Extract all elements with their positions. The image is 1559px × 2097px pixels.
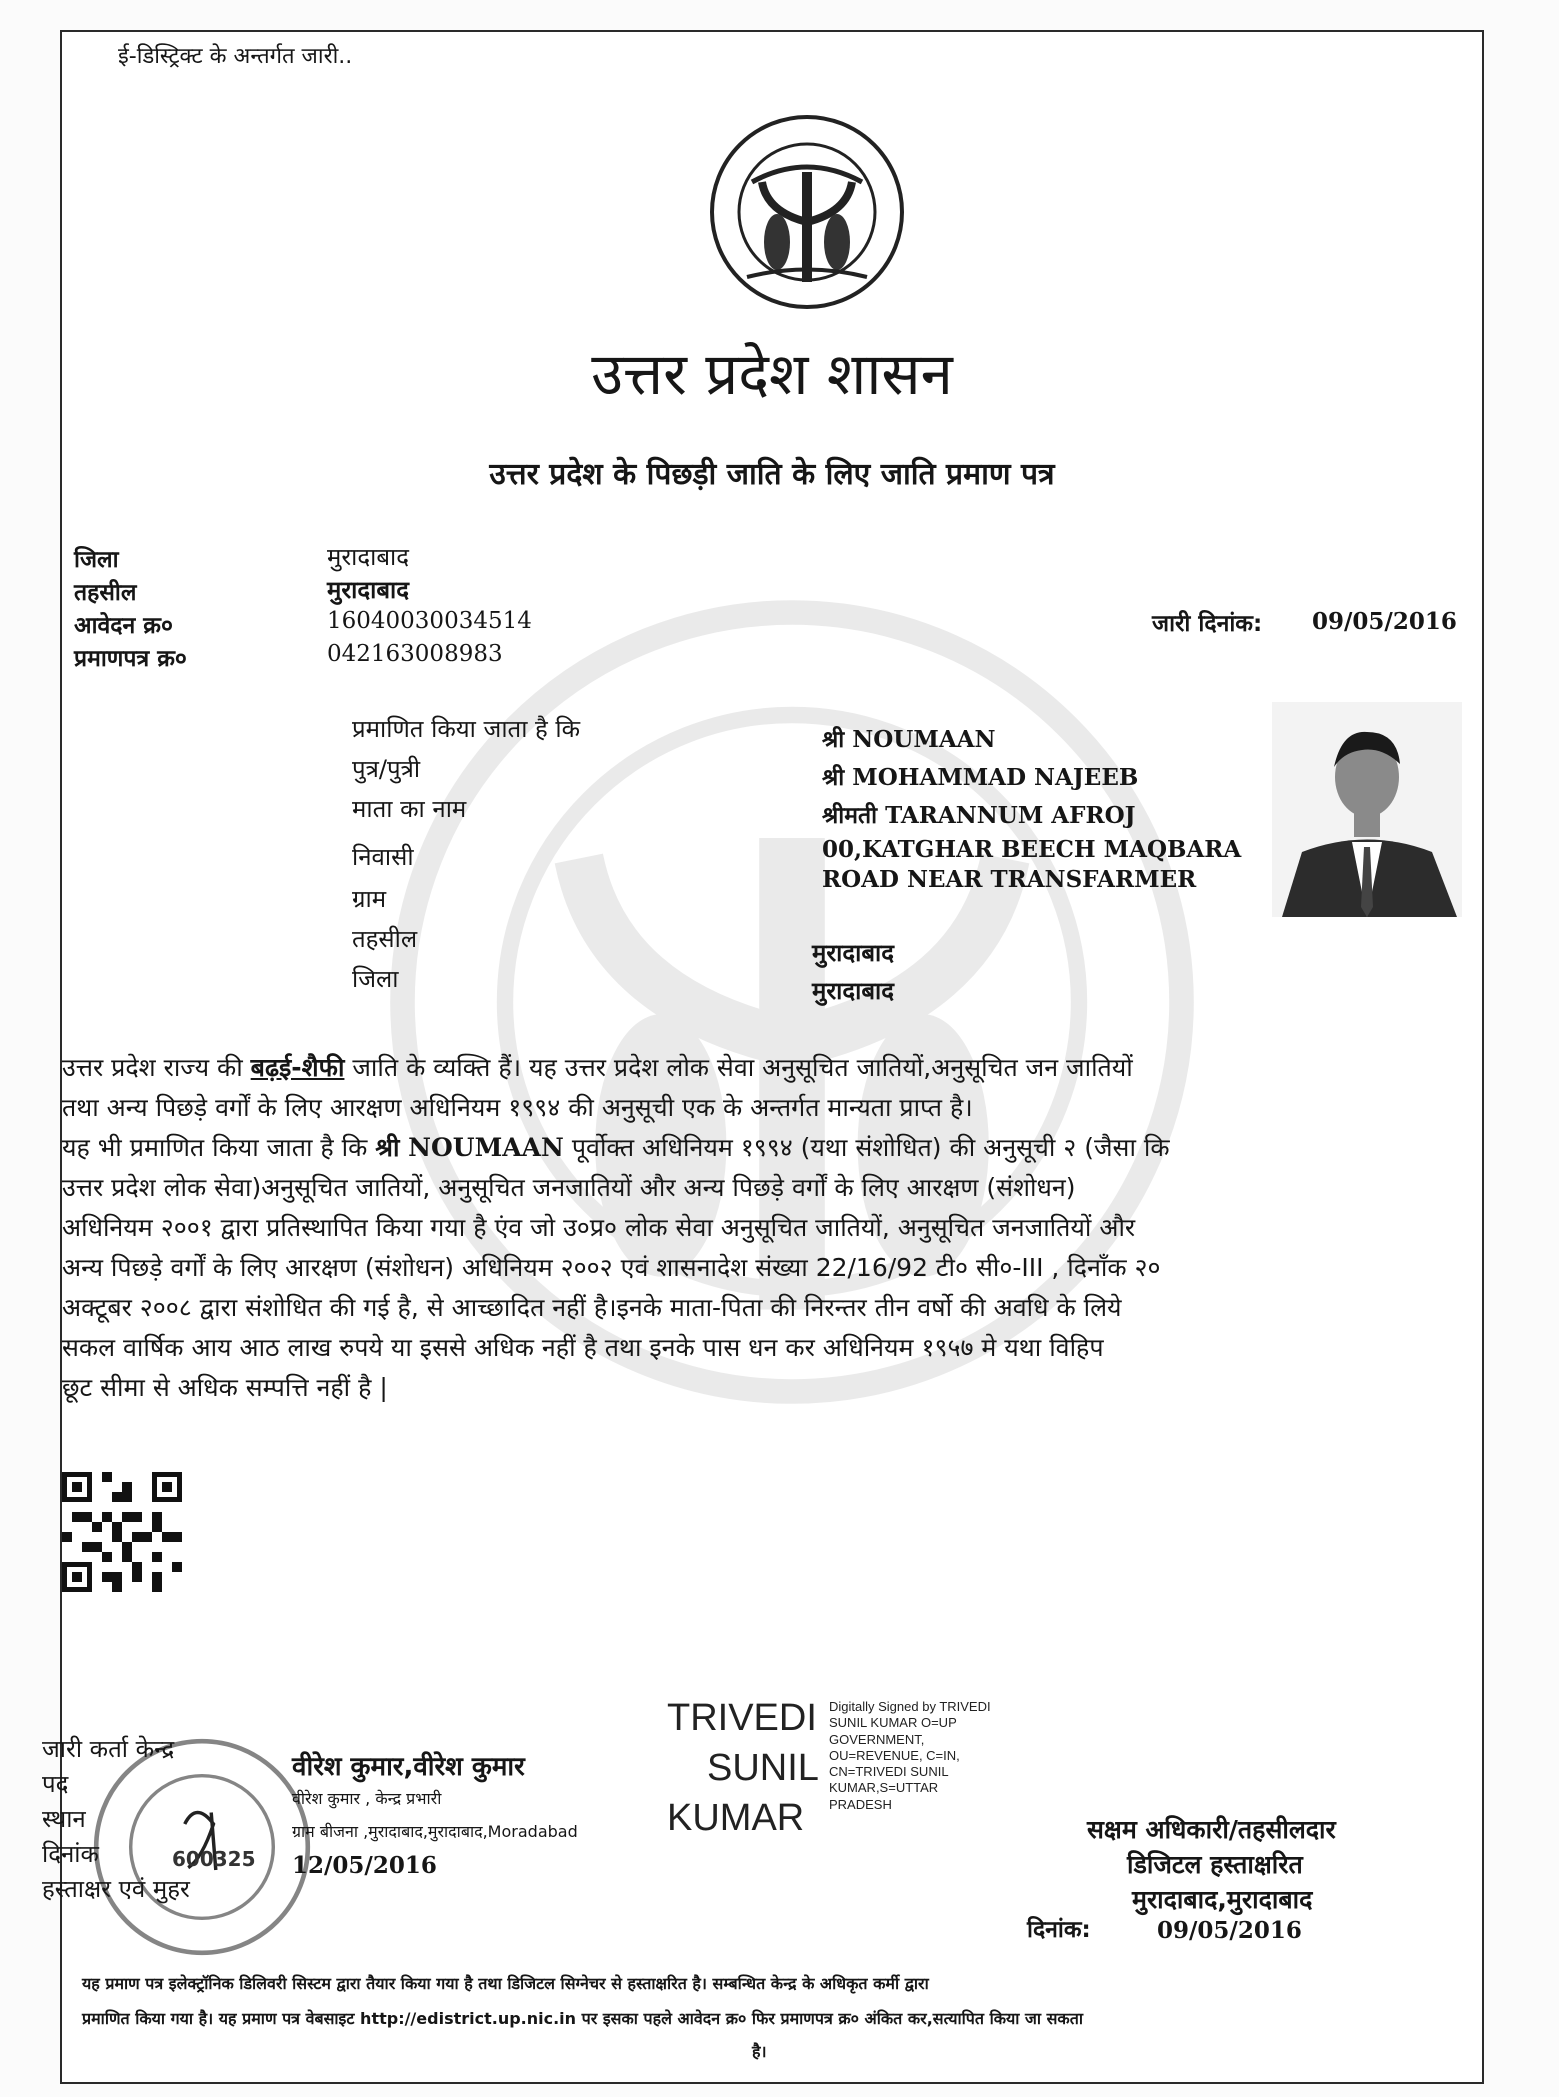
caste-name: बढ़ई-शैफी (250, 1053, 345, 1082)
application-number-value: 16040030034514 (327, 608, 532, 634)
signature-detail-line: OU=REVENUE, C=IN, (829, 1747, 960, 1763)
certificate-number-label: प्रमाणपत्र क्र० (74, 646, 187, 672)
district-value: मुरादाबाद (327, 543, 410, 571)
page-title: उत्तर प्रदेश शासन (591, 340, 953, 408)
signature-name-line-2: SUNIL (707, 1747, 819, 1789)
signature-detail-line: KUMAR,S=UTTAR (829, 1780, 939, 1796)
body-line-2: तथा अन्य पिछड़े वर्गों के लिए आरक्षण अधिनियम १९९४ की अनुसूची एक के अन्तर्गत मान्यता प्राप्त है। (62, 1093, 973, 1122)
certificate-page (42, 30, 1484, 2084)
certify-label: प्रमाणित किया जाता है कि (352, 715, 581, 743)
authority-title: सक्षम अधिकारी/तहसीलदार (1087, 1815, 1336, 1844)
signature-details (829, 1699, 991, 1813)
holder-name: श्री NOUMAAN (822, 726, 996, 753)
village-label: ग्राम (352, 885, 387, 913)
issuer-place: ग्राम बीजना ,मुरादाबाद,मुरादाबाद,Moradabad (292, 1822, 578, 1841)
tehsil-label: तहसील (74, 580, 137, 606)
body-line-9: छूट सीमा से अधिक सम्पत्ति नहीं है | (62, 1373, 388, 1402)
body-line-6: अन्य पिछड़े वर्गों के लिए आरक्षण (संशोधन) अधिनियम २००२ एवं शासनादेश संख्या 22/16/92 टी० सी०-III , दिनाँक २० (62, 1253, 1161, 1282)
header-note: ई-डिस्ट्रिक्ट के अन्तर्गत जारी.. (118, 44, 353, 69)
district-label: जिला (74, 547, 119, 573)
person-photo-icon (1272, 702, 1462, 917)
resident-label: निवासी (352, 843, 414, 871)
body-line-4: उत्तर प्रदेश लोक सेवा)अनुसूचित जातियों, अनुसूचित जनजातियों और अन्य पिछड़े वर्गों के लिए आरक्षण (संशोधन) (62, 1173, 1076, 1202)
issue-date-value: 09/05/2016 (1312, 608, 1457, 635)
seal-number: 600325 (172, 1847, 256, 1871)
issuer-place-label: स्थान (42, 1805, 86, 1833)
certificate-number-value: 042163008983 (327, 641, 503, 667)
issuer-signature-label: हस्ताक्षर एवं मुहर (42, 1875, 190, 1903)
issuer-name: वीरेश कुमार,वीरेश कुमार (292, 1752, 525, 1782)
signature-name-line-1: TRIVEDI (667, 1697, 817, 1739)
issuer-center-label: जारी कर्ता केन्द्र (42, 1735, 175, 1763)
footer-line-3: है। (752, 2042, 767, 2061)
signature-detail-line: GOVERNMENT, (829, 1731, 925, 1747)
footer-line-2: प्रमाणित किया गया है। यह प्रमाण पत्र वेबसाइट http://edistrict.up.nic.in पर इसका पहले आवेदन क्र० फिर प्रमाणपत्र क्र० अंकित कर,सत्यापित किया जा सकता (82, 2009, 1083, 2028)
parent-name: श्री MOHAMMAD NAJEEB (822, 764, 1139, 791)
body-line-7: अक्टूबर २००८ द्वारा संशोधित की गई है, से आच्छादित नहीं है।इनके माता-पिता की निरन्तर तीन वर्षो की अवधि के लिये (62, 1293, 1122, 1322)
person-district-value: मुरादाबाद (812, 977, 895, 1005)
signature-detail-line: PRADESH (829, 1796, 892, 1812)
person-district-label: जिला (352, 965, 399, 993)
body-line-1-pre: उत्तर प्रदेश राज्य की (62, 1053, 251, 1082)
signature-name-line-3: KUMAR (667, 1797, 805, 1839)
issuer-date: 12/05/2016 (292, 1852, 437, 1879)
body-line-5: अधिनियम २००१ द्वारा प्रतिस्थापित किया गया है एंव जो उ०प्र० लोक सेवा अनुसूचित जातियों, अनुसूचित जनजातियों और (62, 1213, 1136, 1242)
authority-date-label: दिनांक: (1027, 1917, 1091, 1943)
holder-photo (1272, 702, 1462, 917)
mother-label: माता का नाम (352, 795, 467, 823)
body-line-3-pre: यह भी प्रमाणित किया जाता है कि (62, 1133, 376, 1162)
application-number-label: आवेदन क्र० (74, 613, 173, 639)
signature-detail-line: CN=TRIVEDI SUNIL (829, 1764, 949, 1779)
body-line-1-post: जाति के व्यक्ति हैं। यह उत्तर प्रदेश लोक सेवा अनुसूचित जातियों,अनुसूचित जन जातियों (344, 1053, 1133, 1082)
authority-location: मुरादाबाद,मुरादाबाद (1132, 1885, 1313, 1914)
authority-digital-signed: डिजिटल हस्ताक्षरित (1127, 1850, 1303, 1879)
qr-code-icon[interactable] (62, 1472, 182, 1592)
issuer-designation: वीरेश कुमार , केन्द्र प्रभारी (292, 1789, 442, 1808)
person-tehsil-label: तहसील (352, 925, 418, 953)
address-line-1: 00,KATGHAR BEECH MAQBARA (822, 836, 1242, 863)
issuer-date-label: दिनांक (42, 1840, 99, 1868)
person-tehsil-value: मुरादाबाद (812, 939, 895, 967)
signature-detail-line: Digitally Signed by TRIVEDI (829, 1699, 991, 1714)
footer-line-1: यह प्रमाण पत्र इलेक्ट्रॉनिक डिलिवरी सिस्टम द्वारा तैयार किया गया है तथा डिजिटल सिग्नेचर से हस्ताक्षरित है। सम्बन्धित केन्द्र के अधिकृत कर्मी द्वारा (82, 1974, 929, 1993)
issuer-post-label: पद (42, 1770, 69, 1798)
parent-label: पुत्र/पुत्री (352, 755, 421, 783)
body-line-8: सकल वार्षिक आय आठ लाख रुपये या इससे अधिक नहीं है तथा इनके पास धन कर अधिनियम १९५७ मे यथा विहिप (62, 1333, 1104, 1362)
body-line-3-post: पूर्वोक्त अधिनियम १९९४ (यथा संशोधित) की अनुसूची २ (जैसा कि (563, 1133, 1170, 1162)
signature-detail-line: SUNIL KUMAR O=UP (829, 1715, 957, 1731)
tehsil-value: मुरादाबाद (327, 576, 410, 604)
body-holder-name: श्री NOUMAAN (375, 1133, 564, 1162)
certificate-subtitle: उत्तर प्रदेश के पिछड़ी जाति के लिए जाति प्रमाण पत्र (489, 457, 1055, 492)
issue-date-label: जारी दिनांक: (1152, 611, 1263, 637)
authority-date: 09/05/2016 (1157, 1917, 1302, 1944)
mother-name: श्रीमती TARANNUM AFROJ (822, 802, 1136, 829)
certificate-body (62, 1044, 1482, 1504)
up-emblem-icon (707, 112, 907, 312)
address-line-2: ROAD NEAR TRANSFARMER (822, 866, 1197, 893)
